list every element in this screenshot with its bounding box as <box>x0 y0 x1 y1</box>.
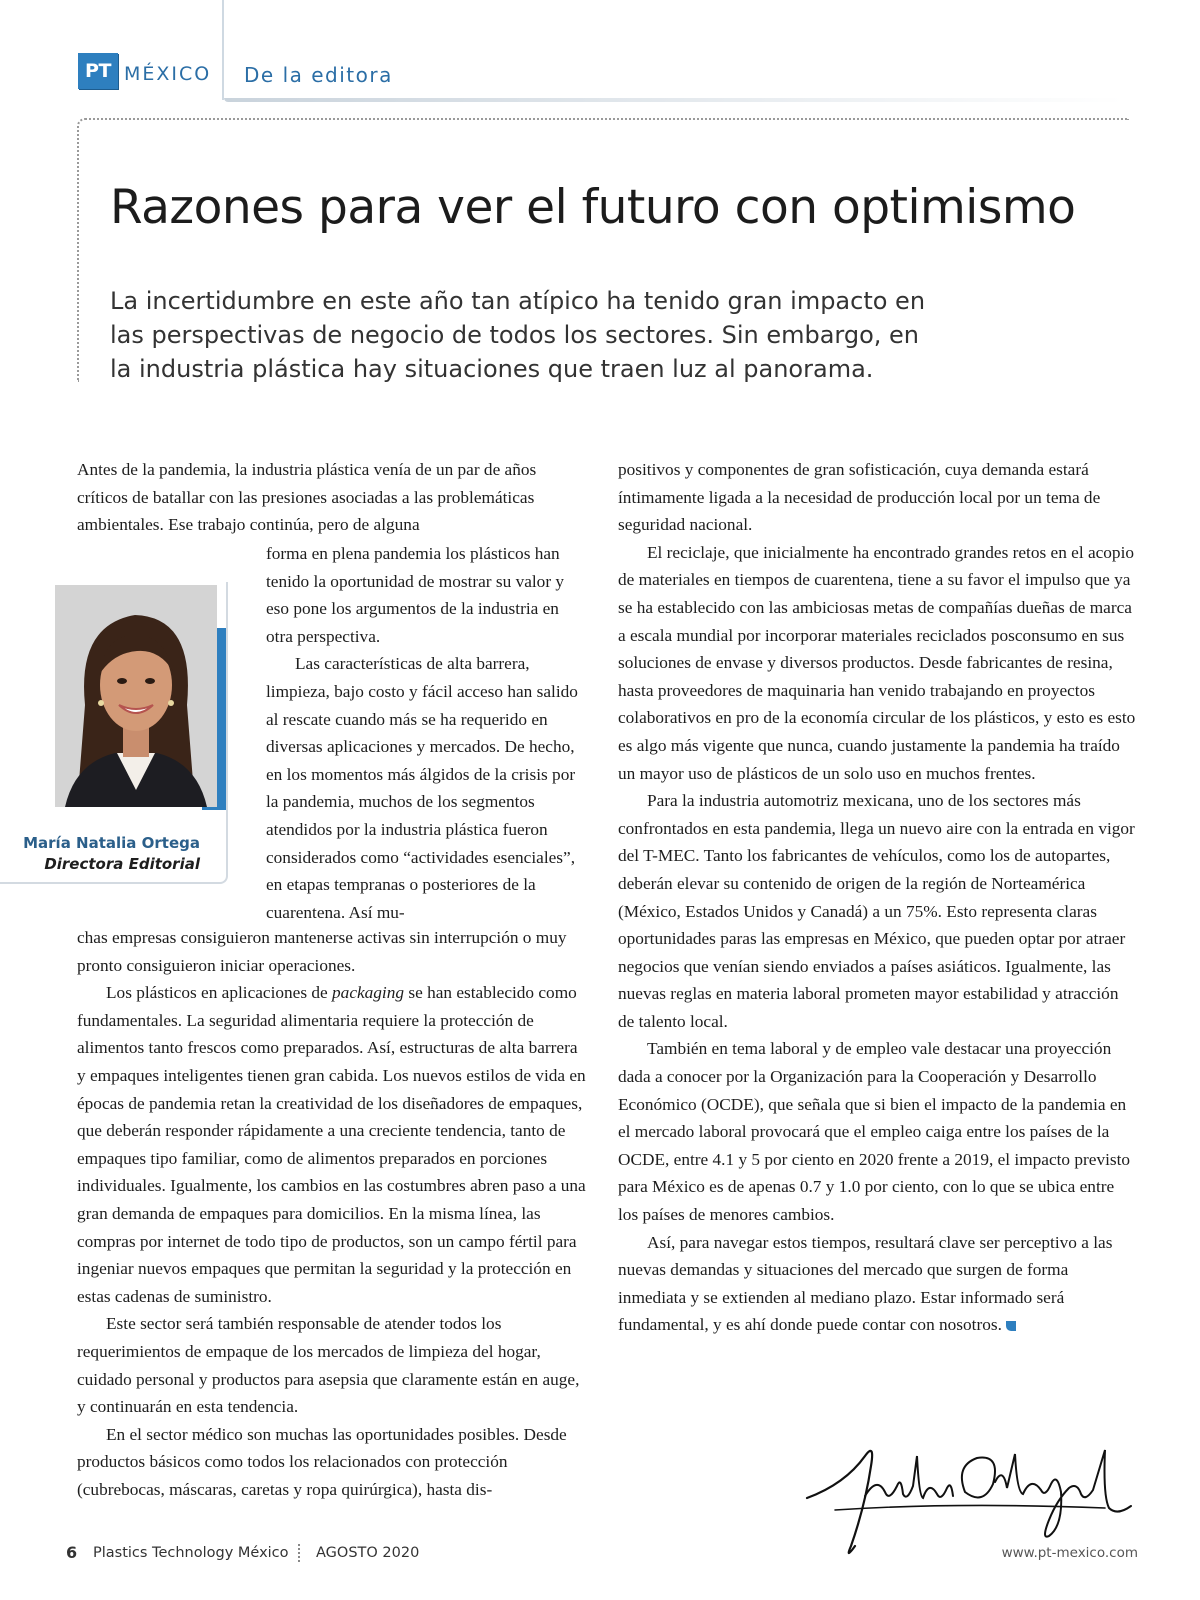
paragraph-packaging <box>77 979 587 1310</box>
text-run: se han establecido como fundamentales. La seguridad alimentaria requiere la protección de alimentos tanto frescos como preparados. Así, estructuras de alta barrera y empaques inteligentes tienen gran cabida. Los nuevos estilos de vida en épocas de pandemia retan la creatividad de los diseñadores de empaques, que deberán responder rápidamente a una creciente tendencia, tanto de empaques tipo familiar, como de alimentos preparados en porciones individuales. Igualmente, los cambios en las costumbres abren paso a una gran demanda de empaques para domicilios. En la misma línea, las compras por internet de todo tipo de productos, son un campo fértil para ingeniar nuevos empaques que permitan la seguridad y la protección en estas cadenas de suministro. <box>77 983 586 1306</box>
end-of-article-mark <box>1006 1321 1016 1331</box>
website-link[interactable]: www.pt-mexico.com <box>1001 1545 1138 1561</box>
paragraph: Antes de la pandemia, la industria plástica venía de un par de años críticos de batallar con las presiones asociadas a las problemáticas ambientales. Ese trabajo continúa, pero de alguna <box>77 460 537 535</box>
column-1-top <box>77 456 577 539</box>
section-label: De la editora <box>244 63 393 87</box>
article-deck: La incertidumbre en este año tan atípico ha tenido gran impacto en las perspectivas de negocio de todos los sectores. Sin embargo, en la industria plástica hay situaciones que traen luz al panorama. <box>110 287 926 383</box>
paragraph: Este sector será también responsable de atender todos los requerimientos de empaque de los mercados de limpieza del hogar, cuidado personal y productos para asepsia que claramente están en auge, y continuarán en esta tendencia. <box>77 1314 580 1417</box>
header-divider <box>222 0 224 100</box>
column-2 <box>618 456 1136 1339</box>
author-role: Directora Editorial <box>44 855 200 873</box>
paragraph: El reciclaje, que inicialmente ha encontrado grandes retos en el acopio de materiales en tiempos de cuarentena, tiene a su favor el impulso que ya se ha establecido con las ambiciosas metas de compañías dueñas de marca a escala mundial por incorporar materiales reciclados posconsumo en sus soluciones de envase y diversos productos. Desde fabricantes de resina, hasta proveedores de maquinaria han venido trabajando en proyectos colaborativos en pro de la economía circular de los plásticos, y esto es esto es algo más vigente que nunca, cuando justamente la pandemia ha traído un mayor uso de plásticos de un solo uso en muchos frentes. <box>618 542 1136 783</box>
page-number: 6 <box>66 1543 78 1562</box>
paragraph: chas empresas consiguieron mantenerse activas sin interrupción o muy pronto consiguieron iniciar operaciones. <box>77 928 567 975</box>
logo-country: MÉXICO <box>124 63 212 85</box>
column-1-bottom <box>77 924 587 1503</box>
text-run: Los plásticos en aplicaciones de <box>106 983 333 1003</box>
page-header <box>0 0 1200 110</box>
emphasis-packaging: packaging <box>332 983 405 1003</box>
paragraph: positivos y componentes de gran sofisticación, cuya demanda estará íntimamente ligada a la necesidad de producción local por un tema de seguridad nacional. <box>618 460 1101 535</box>
issue-date: AGOSTO 2020 <box>316 1545 420 1561</box>
author-name: María Natalia Ortega <box>23 834 200 852</box>
paragraph: También en tema laboral y de empleo vale destacar una proyección dada a conocer por la Organización para la Cooperación y Desarrollo Económico (OCDE), que señala que si bien el impacto de la pandemia en el mercado laboral provocará que el empleo caiga entre los países de la OCDE, entre 4.1 y 5 por ciento en 2020 frente a 2019, el impacto previsto para México es de apenas 0.7 y 1.0 por ciento, con lo que se ubica entre los países de menores cambios. <box>618 1039 1131 1225</box>
paragraph-closing <box>618 1229 1136 1339</box>
paragraph: En el sector médico son muchas las oportunidades posibles. Desde productos básicos como todos los relacionados con protección (cubrebocas, máscaras, caretas y ropa quirúrgica), hasta dis- <box>77 1424 567 1499</box>
paragraph: Para la industria automotriz mexicana, uno de los sectores más confrontados en esta pandemia, llega un nuevo aire con la entrada en vigor del T-MEC. Tanto los fabricantes de vehículos, como los de autopartes, deberán elevar su contenido de origen de la región de Norteamérica (México, Estados Unidos y Canadá) a un 75%. Esto representa claras oportunidades paras las empresas en México, que pueden optar por atraer negocios que venían siendo enviados a países asiáticos. Igualmente, las nuevas reglas en materia laboral prometen mayor estabilidad y atracción de talento local. <box>618 791 1135 1031</box>
column-1-wrap <box>266 540 581 926</box>
pt-logo: PT <box>78 53 118 89</box>
header-rule <box>224 98 1124 102</box>
author-photo <box>55 585 217 807</box>
footer-divider <box>298 1544 300 1562</box>
author-photo-illustration <box>55 585 217 807</box>
paragraph: forma en plena pandemia los plásticos han tenido la oportunidad de mostrar su valor y eso pone los argumentos de la industria en otra perspectiva. <box>266 544 565 646</box>
text-run: Así, para navegar estos tiempos, resultará clave ser perceptivo a las nuevas demandas y situaciones del mercado que surgen de forma inmediata y se extienden al mediano plazo. Estar informado será fundamental, y es ahí donde puede contar con nosotros. <box>618 1232 1113 1335</box>
article-title: Razones para ver el futuro con optimismo <box>110 180 1076 235</box>
paragraph: Las características de alta barrera, limpieza, bajo costo y fácil acceso han salido al rescate cuando más se ha requerido en diversas aplicaciones y mercados. De hecho, en los momentos más álgidos de la crisis por la pandemia, muchos de los segmentos atendidos por la industria plástica fueron considerados como “actividades esenciales”, en etapas tempranas o posteriores de la cuarentena. Así mu- <box>266 654 578 922</box>
page-footer <box>0 1540 1200 1570</box>
magazine-name: Plastics Technology México <box>93 1545 289 1561</box>
